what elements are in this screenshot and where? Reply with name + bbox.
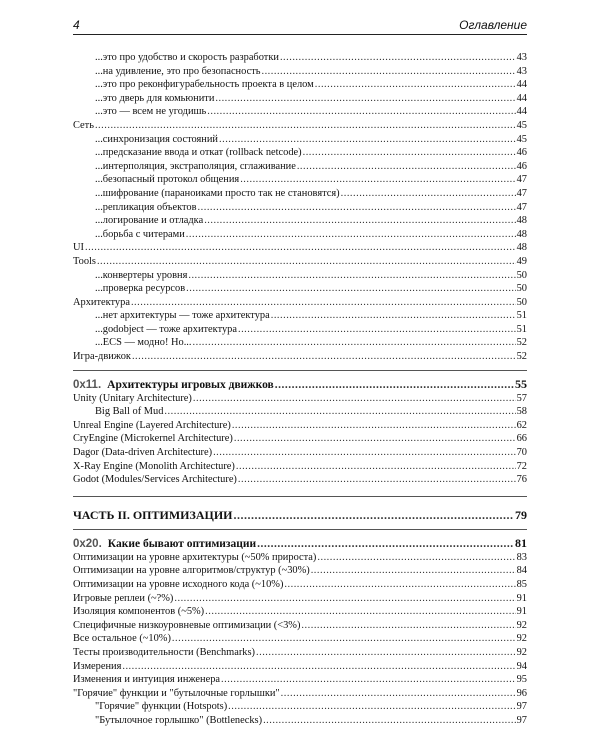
toc-entry: ...синхронизация состояний ..... 45 [73,133,527,147]
toc-section: Архитектура ..... 50 [73,296,527,310]
toc-chapter: 0x20. Какие бывают оптимизации ..... 81 [73,535,527,551]
toc-section: "Горячие" функции и "бутылочные горлышки" ..... 96 [73,687,527,701]
toc-entry: ...репликация объектов ..... 47 [73,201,527,215]
toc-entry: ...безопасный протокол общения ..... 47 [73,173,527,187]
toc-chapter: 0x11. Архитектуры игровых движков ..... 55 [73,376,527,392]
page-number: 4 [73,18,80,32]
toc-entry: "Горячие" функции (Hotspots) ..... 97 [73,700,527,714]
toc-entry: ...предсказание ввода и откат (rollback netcode) ..... 46 [73,146,527,160]
toc-entry: ...интерполяция, экстраполяция, сглаживание ..... 46 [73,160,527,174]
toc-section: Оптимизации на уровне алгоритмов/структур (~30%) ..... 84 [73,564,527,578]
toc-section: CryEngine (Microkernel Architecture) ..... 66 [73,432,527,446]
toc-section: X-Ray Engine (Monolith Architecture) ..... 72 [73,460,527,474]
toc-entry: ...это — всем не угодишь ..... 44 [73,105,527,119]
toc-entry: ...это про удобство и скорость разработки ..... 43 [73,51,527,65]
toc-section: Игра-движок ..... 52 [73,350,527,364]
toc-section: Все остальное (~10%) ..... 92 [73,632,527,646]
page-header [73,14,527,34]
toc-section: Unity (Unitary Architecture) ..... 57 [73,392,527,406]
running-title: Оглавление [459,18,527,32]
toc-section: Оптимизации на уровне архитектуры (~50% прироста) ..... 83 [73,551,527,565]
toc-entry: ...борьба с читерами ..... 48 [73,228,527,242]
toc-section: Изоляция компонентов (~5%) ..... 91 [73,605,527,619]
table-of-contents [73,51,527,728]
toc-section: Специфичные низкоуровневые оптимизации (<3%) ..... 92 [73,619,527,633]
toc-entry: ...конвертеры уровня ..... 50 [73,269,527,283]
toc-section: Оптимизации на уровне исходного кода (~10%) ..... 85 [73,578,527,592]
toc-section: Игровые реплеи (~?%) ..... 91 [73,592,527,606]
toc-entry: ...логирование и отладка ..... 48 [73,214,527,228]
toc-entry: ...это про реконфигурабельность проекта в целом ..... 44 [73,78,527,92]
toc-entry: ...проверка ресурсов ..... 50 [73,282,527,296]
toc-section: Godot (Modules/Services Architecture) ..... 76 [73,473,527,487]
toc-entry: ...ECS — модно! Но... ..... 52 [73,336,527,350]
toc-part: ЧАСТЬ II. ОПТИМИЗАЦИИ ..... 79 [73,507,527,523]
toc-entry: ...нет архитектуры — тоже архитектура ..... 51 [73,309,527,323]
toc-entry: "Бутылочное горлышко" (Bottlenecks) ..... 97 [73,714,527,728]
header-rule [73,34,527,35]
toc-entry: ...шифрование (параноиками просто так не становятся) ..... 47 [73,187,527,201]
toc-entry: ...это дверь для комьюнити ..... 44 [73,92,527,106]
toc-section: Измерения ..... 94 [73,660,527,674]
toc-section: UI ..... 48 [73,241,527,255]
toc-section: Тесты производительности (Benchmarks) ..... 92 [73,646,527,660]
toc-section: Изменения и интуиция инженера ..... 95 [73,673,527,687]
toc-section: Dagor (Data-driven Architecture) ..... 70 [73,446,527,460]
toc-entry: ...godobject — тоже архитектура ..... 51 [73,323,527,337]
toc-section: Tools ..... 49 [73,255,527,269]
toc-entry: Big Ball of Mud ..... 58 [73,405,527,419]
toc-section: Unreal Engine (Layered Architecture) ..... 62 [73,419,527,433]
toc-section: Сеть ..... 45 [73,119,527,133]
toc-entry: ...на удивление, это про безопасность ..... 43 [73,65,527,79]
